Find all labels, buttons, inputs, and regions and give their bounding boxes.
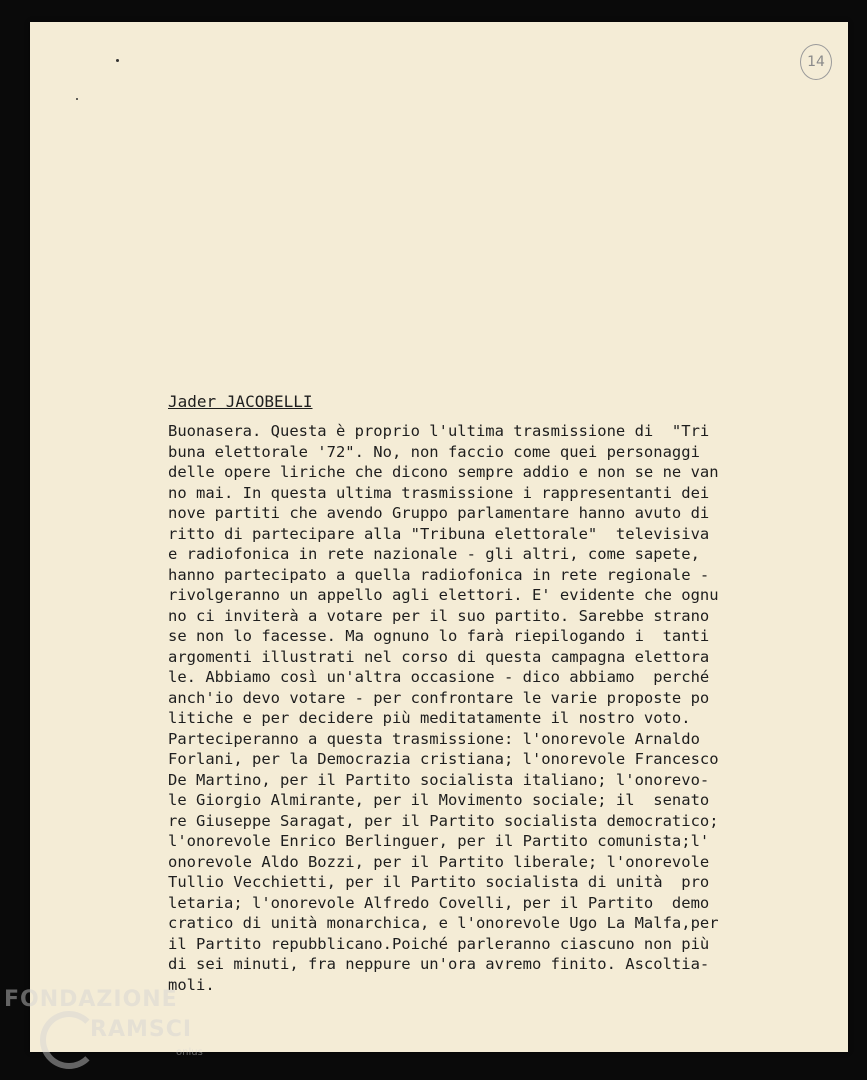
transcript-line: Buonasera. Questa è proprio l'ultima trasmissione di "Tri [168,422,710,440]
transcript-line: moli. [168,975,215,994]
transcript-line: delle opere liriche che dicono sempre addio e non se ne van [168,463,719,481]
transcript-line: letaria; l'onorevole Alfredo Covelli, per il Partito demo [168,893,710,912]
transcript-line: no mai. In questa ultima trasmissione i rappresentanti dei [168,483,710,502]
transcript-line: e radiofonica in rete nazionale - gli altri, come sapete, [168,545,700,563]
transcript-line: le. Abbiamo così un'altra occasione - dico abbiamo perché [168,668,710,686]
transcript-line: De Martino, per il Partito socialista italiano; l'onorevo- [168,770,710,789]
transcript-line: Tullio Vecchietti, per il Partito socialista di unità pro [168,873,710,891]
document-page [30,22,848,1052]
fondazione-gramsci-watermark [4,985,234,1075]
watermark-line-2: RAMSCI [90,1017,193,1042]
transcript-line: le Giorgio Almirante, per il Movimento sociale; il senato [168,791,710,809]
page-number-stamp: 14 [800,44,832,80]
transcript-line: cratico di unità monarchica, e l'onorevole Ugo La Malfa,per [168,914,719,932]
transcript-body [168,421,808,995]
watermark-line-3: onlus [176,1047,203,1058]
transcript-line: re Giuseppe Saragat, per il Partito socialista democratico; [168,811,719,830]
transcript-line: no ci inviterà a votare per il suo partito. Sarebbe strano [168,606,710,625]
transcript-line: Parteciperanno a questa trasmissione: l'onorevole Arnaldo [168,729,700,748]
transcript-line: rivolgeranno un appello agli elettori. E' evidente che ognu [168,586,719,604]
speaker-name: Jader JACOBELLI [168,392,313,411]
transcript-line: se non lo facesse. Ma ognuno lo farà riepilogando i tanti [168,627,710,645]
paper-speck [116,59,119,62]
transcript-line: argomenti illustrati nel corso di questa campagna elettora [168,647,710,666]
transcript-line: di sei minuti, fra neppure un'ora avremo finito. Ascoltia- [168,955,710,973]
transcript-line: litiche e per decidere più meditatamente il nostro voto. [168,709,691,727]
transcript-line: buna elettorale '72". No, non faccio come quei personaggi [168,442,700,461]
transcript-line: nove partiti che avendo Gruppo parlamentare hanno avuto di [168,504,710,522]
transcript-line: onorevole Aldo Bozzi, per il Partito liberale; l'onorevole [168,852,710,871]
watermark-line-1: FONDAZIONE [4,987,178,1012]
transcript-line: Forlani, per la Democrazia cristiana; l'onorevole Francesco [168,750,719,768]
transcript-line: l'onorevole Enrico Berlinguer, per il Partito comunista;l' [168,832,710,850]
transcript-line: hanno partecipato a quella radiofonica in rete regionale - [168,565,710,584]
transcript-line: ritto di partecipare alla "Tribuna elettorale" televisiva [168,524,710,543]
paper-speck [76,98,78,100]
transcript-line: anch'io devo votare - per confrontare le varie proposte po [168,688,710,707]
transcript-line: il Partito repubblicano.Poiché parleranno ciascuno non più [168,934,710,953]
